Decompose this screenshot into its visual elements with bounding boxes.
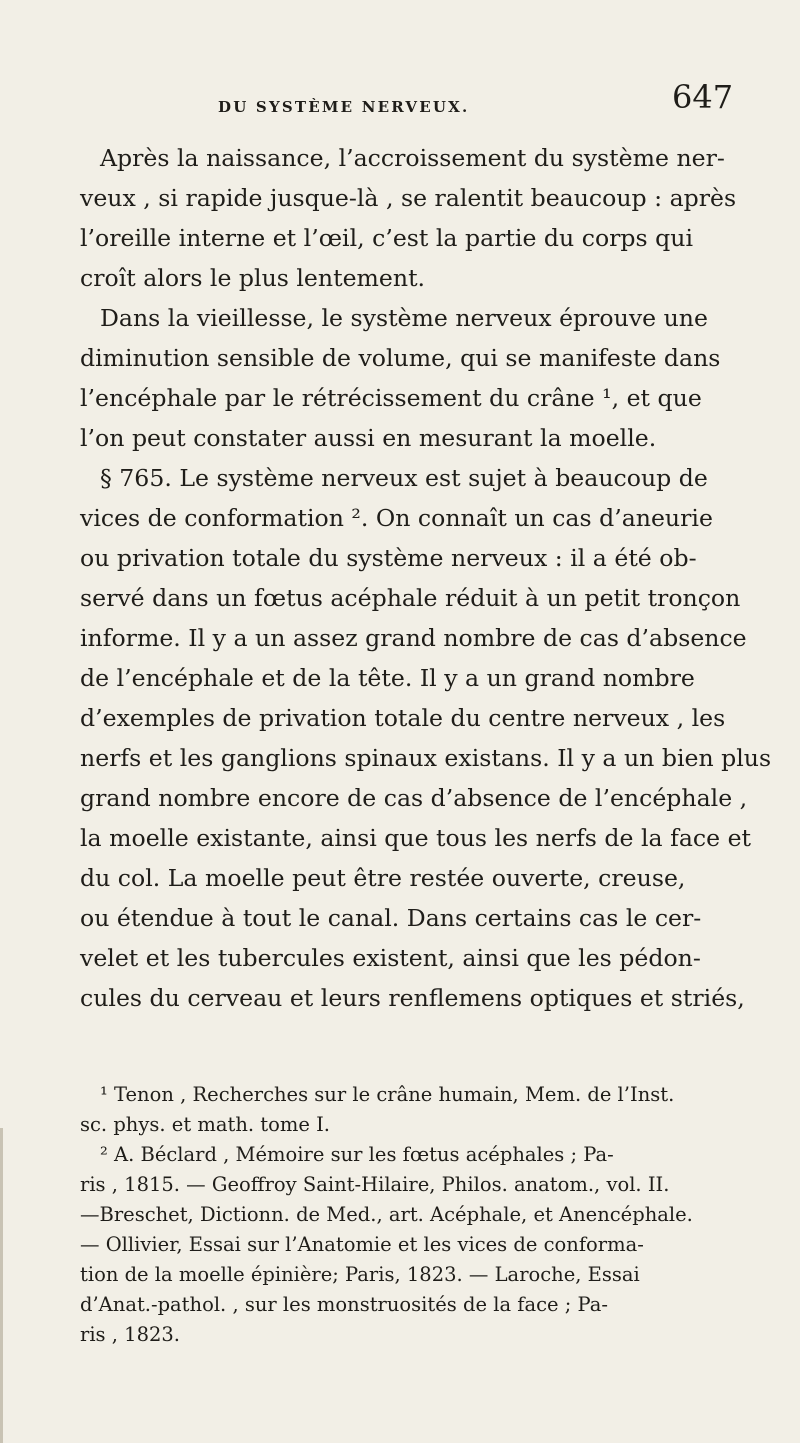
text-line: veux , si rapide jusque-là , se ralentit beaucoup : après xyxy=(80,184,737,212)
text-line: ou étendue à tout le canal. Dans certains cas le cer- xyxy=(80,904,702,932)
text-line: cules du cerveau et leurs renflemens optiques et striés, xyxy=(80,984,745,1012)
text-line: Dans la vieillesse, le système nerveux éprouve une xyxy=(100,304,708,332)
text-line: diminution sensible de volume, qui se manifeste dans xyxy=(80,344,721,372)
main-text xyxy=(80,138,772,1018)
footnotes xyxy=(80,1080,702,1350)
text-line: du col. La moelle peut être restée ouverte, creuse, xyxy=(80,864,686,892)
text-line: § 765. Le système nerveux est sujet à beaucoup de xyxy=(100,464,708,492)
text-line: vices de conformation ². On connaît un cas d’aneurie xyxy=(80,504,713,532)
text-line: l’oreille interne et l’œil, c’est la partie du corps qui xyxy=(80,224,693,252)
footnote-line: —Breschet, Dictionn. de Med., art. Acéphale, et Anencéphale. xyxy=(80,1203,693,1226)
text-line: l’encéphale par le rétrécissement du crâne ¹, et que xyxy=(80,384,702,412)
footnote-line: d’Anat.-pathol. , sur les monstruosités de la face ; Pa- xyxy=(80,1293,609,1316)
text-line: servé dans un fœtus acéphale réduit à un petit tronçon xyxy=(80,584,741,612)
text-line: croît alors le plus lentement. xyxy=(80,264,426,292)
footnote-line: — Ollivier, Essai sur l’Anatomie et les vices de conforma- xyxy=(80,1233,644,1256)
footnote-line: ² A. Béclard , Mémoire sur les fœtus acéphales ; Pa- xyxy=(100,1143,614,1166)
footnote-line: sc. phys. et math. tome I. xyxy=(80,1113,330,1136)
text-line: ou privation totale du système nerveux : il a été ob- xyxy=(80,544,697,572)
text-line: la moelle existante, ainsi que tous les nerfs de la face et xyxy=(80,824,752,852)
page-edge-shadow xyxy=(0,1128,3,1443)
text-line: informe. Il y a un assez grand nombre de cas d’absence xyxy=(80,624,747,652)
page-number: 647 xyxy=(672,78,734,116)
text-line: nerfs et les ganglions spinaux existans. Il y a un bien plus xyxy=(80,744,772,772)
text-line: grand nombre encore de cas d’absence de l’encéphale , xyxy=(80,784,748,812)
footnote-line: ris , 1815. — Geoffroy Saint-Hilaire, Philos. anatom., vol. II. xyxy=(80,1173,670,1196)
footnote-line: ris , 1823. xyxy=(80,1323,180,1346)
text-line: l’on peut constater aussi en mesurant la moelle. xyxy=(80,424,657,452)
text-line: d’exemples de privation totale du centre nerveux , les xyxy=(80,704,726,732)
text-line: Après la naissance, l’accroissement du système ner- xyxy=(100,144,725,172)
running-title: DU SYSTÈME NERVEUX. xyxy=(218,98,470,116)
footnote-line: tion de la moelle épinière; Paris, 1823. — Laroche, Essai xyxy=(80,1263,640,1286)
footnote-line: ¹ Tenon , Recherches sur le crâne humain, Mem. de l’Inst. xyxy=(100,1083,675,1106)
running-head xyxy=(0,78,800,138)
text-line: de l’encéphale et de la tête. Il y a un grand nombre xyxy=(80,664,695,692)
text-line: velet et les tubercules existent, ainsi que les pédon- xyxy=(80,944,701,972)
